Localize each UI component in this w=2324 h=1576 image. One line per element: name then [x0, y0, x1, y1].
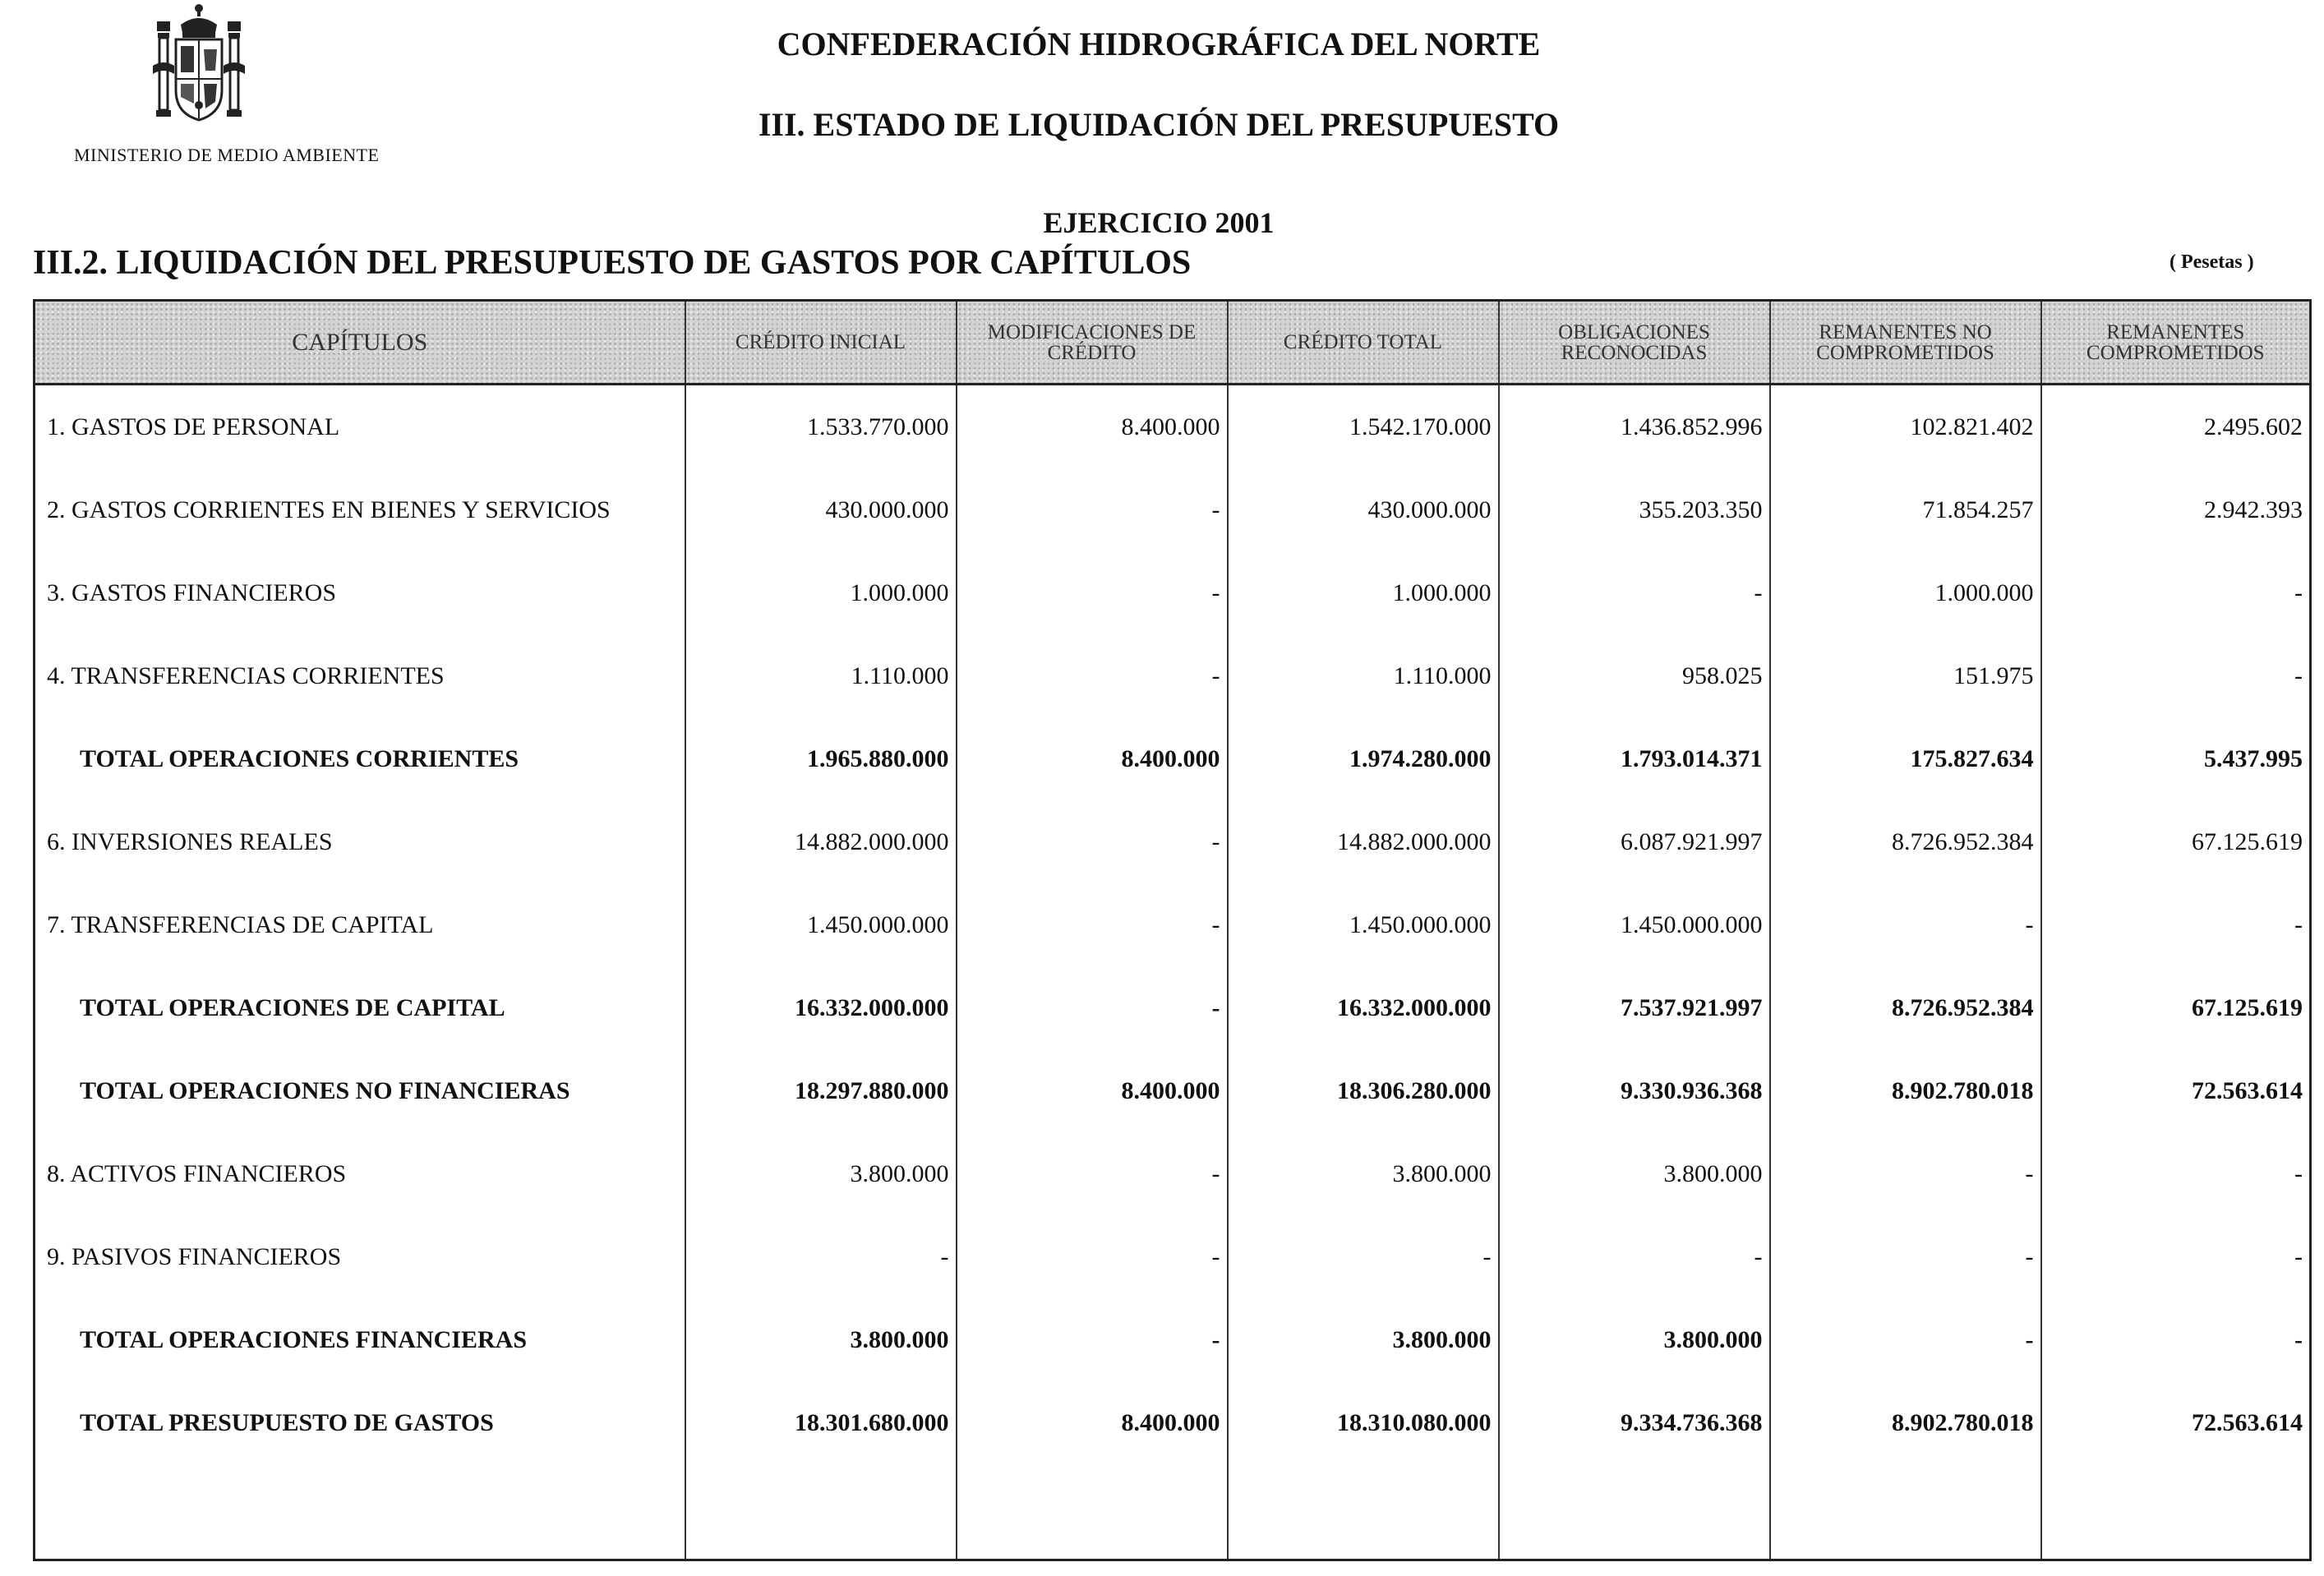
empty-cell	[1228, 1464, 1499, 1560]
cell-remanentes-no-comprometidos: -	[1770, 883, 2041, 966]
cell-modificaciones: -	[957, 883, 1228, 966]
cell-credito-inicial: 1.450.000.000	[685, 883, 957, 966]
cell-obligaciones: 3.800.000	[1499, 1298, 1770, 1381]
cell-credito-inicial: 3.800.000	[685, 1298, 957, 1381]
cell-credito-total: 1.000.000	[1228, 551, 1499, 634]
fiscal-year: EJERCICIO 2001	[1043, 206, 1275, 239]
currency-note: ( Pesetas )	[2170, 251, 2254, 273]
table-header-row	[35, 301, 2311, 385]
report-title: III. ESTADO DE LIQUIDACIÓN DEL PRESUPUESTO	[758, 106, 1560, 143]
cell-credito-total: 1.110.000	[1228, 634, 1499, 717]
cell-remanentes-no-comprometidos: 8.726.952.384	[1770, 800, 2041, 883]
cell-obligaciones: 1.436.852.996	[1499, 385, 1770, 469]
filler-row	[35, 1464, 2311, 1560]
cell-credito-total: 18.306.280.000	[1228, 1049, 1499, 1132]
cell-credito-inicial: 14.882.000.000	[685, 800, 957, 883]
cell-remanentes-comprometidos: 2.495.602	[2041, 385, 2311, 469]
table-row	[35, 551, 2311, 634]
cell-credito-inicial: 3.800.000	[685, 1132, 957, 1215]
cell-credito-total: 430.000.000	[1228, 468, 1499, 551]
table-row	[35, 1298, 2311, 1381]
cell-remanentes-no-comprometidos: 8.902.780.018	[1770, 1049, 2041, 1132]
ministry-logo	[74, 0, 380, 173]
organization-title: CONFEDERACIÓN HIDROGRÁFICA DEL NORTE	[777, 25, 1541, 62]
col-header-credito-inicial: CRÉDITO INICIAL	[685, 301, 957, 385]
cell-obligaciones: 9.330.936.368	[1499, 1049, 1770, 1132]
section-title: III.2. LIQUIDACIÓN DEL PRESUPUESTO DE GASTOS POR CAPÍTULOS	[33, 244, 1192, 282]
cell-credito-inicial: 16.332.000.000	[685, 966, 957, 1049]
cell-remanentes-no-comprometidos: -	[1770, 1298, 2041, 1381]
cell-modificaciones: -	[957, 1215, 1228, 1298]
cell-remanentes-no-comprometidos: 151.975	[1770, 634, 2041, 717]
cell-modificaciones: -	[957, 468, 1228, 551]
row-label: TOTAL PRESUPUESTO DE GASTOS	[35, 1381, 685, 1464]
cell-modificaciones: -	[957, 1132, 1228, 1215]
cell-remanentes-no-comprometidos: -	[1770, 1132, 2041, 1215]
cell-remanentes-no-comprometidos: 1.000.000	[1770, 551, 2041, 634]
col-header-modificaciones: MODIFICACIONES DE CRÉDITO	[957, 301, 1228, 385]
cell-obligaciones: 7.537.921.997	[1499, 966, 1770, 1049]
cell-obligaciones: 6.087.921.997	[1499, 800, 1770, 883]
cell-remanentes-comprometidos: -	[2041, 883, 2311, 966]
cell-remanentes-comprometidos: -	[2041, 1298, 2311, 1381]
table-row	[35, 800, 2311, 883]
col-header-credito-total: CRÉDITO TOTAL	[1228, 301, 1499, 385]
cell-modificaciones: -	[957, 551, 1228, 634]
cell-credito-total: 1.542.170.000	[1228, 385, 1499, 469]
table-row	[35, 717, 2311, 800]
cell-remanentes-no-comprometidos: 8.902.780.018	[1770, 1381, 2041, 1464]
row-label: 7. TRANSFERENCIAS DE CAPITAL	[35, 883, 685, 966]
table-row	[35, 468, 2311, 551]
cell-remanentes-comprometidos: -	[2041, 1215, 2311, 1298]
table-row	[35, 1132, 2311, 1215]
cell-credito-total: 1.974.280.000	[1228, 717, 1499, 800]
row-label: 1. GASTOS DE PERSONAL	[35, 385, 685, 469]
row-label: 9. PASIVOS FINANCIEROS	[35, 1215, 685, 1298]
cell-remanentes-comprometidos: 5.437.995	[2041, 717, 2311, 800]
cell-obligaciones: 355.203.350	[1499, 468, 1770, 551]
cell-remanentes-comprometidos: -	[2041, 1132, 2311, 1215]
table-row	[35, 883, 2311, 966]
cell-obligaciones: 9.334.736.368	[1499, 1381, 1770, 1464]
cell-modificaciones: 8.400.000	[957, 1381, 1228, 1464]
table-row	[35, 1215, 2311, 1298]
cell-credito-inicial: 1.965.880.000	[685, 717, 957, 800]
empty-cell	[685, 1464, 957, 1560]
cell-modificaciones: 8.400.000	[957, 1049, 1228, 1132]
row-label: 8. ACTIVOS FINANCIEROS	[35, 1132, 685, 1215]
cell-credito-total: 3.800.000	[1228, 1298, 1499, 1381]
col-header-capitulos: CAPÍTULOS	[35, 301, 685, 385]
cell-modificaciones: -	[957, 1298, 1228, 1381]
cell-remanentes-comprometidos: -	[2041, 551, 2311, 634]
table-row	[35, 634, 2311, 717]
cell-remanentes-comprometidos: 67.125.619	[2041, 966, 2311, 1049]
empty-cell	[1499, 1464, 1770, 1560]
row-label: 4. TRANSFERENCIAS CORRIENTES	[35, 634, 685, 717]
table-row	[35, 1381, 2311, 1464]
empty-cell	[957, 1464, 1228, 1560]
cell-credito-total: 18.310.080.000	[1228, 1381, 1499, 1464]
row-label: TOTAL OPERACIONES DE CAPITAL	[35, 966, 685, 1049]
row-label: TOTAL OPERACIONES CORRIENTES	[35, 717, 685, 800]
cell-credito-total: 3.800.000	[1228, 1132, 1499, 1215]
cell-remanentes-comprometidos: 67.125.619	[2041, 800, 2311, 883]
row-label: 6. INVERSIONES REALES	[35, 800, 685, 883]
cell-credito-total: 16.332.000.000	[1228, 966, 1499, 1049]
budget-table	[33, 299, 2312, 1561]
cell-remanentes-comprometidos: 2.942.393	[2041, 468, 2311, 551]
cell-credito-inicial: 18.297.880.000	[685, 1049, 957, 1132]
cell-remanentes-no-comprometidos: 102.821.402	[1770, 385, 2041, 469]
row-label: TOTAL OPERACIONES FINANCIERAS	[35, 1298, 685, 1381]
cell-credito-inicial: 430.000.000	[685, 468, 957, 551]
cell-credito-inicial: -	[685, 1215, 957, 1298]
cell-remanentes-comprometidos: 72.563.614	[2041, 1381, 2311, 1464]
cell-modificaciones: -	[957, 800, 1228, 883]
cell-credito-inicial: 1.533.770.000	[685, 385, 957, 469]
cell-credito-total: 14.882.000.000	[1228, 800, 1499, 883]
empty-cell	[2041, 1464, 2311, 1560]
table-row	[35, 385, 2311, 469]
cell-credito-total: -	[1228, 1215, 1499, 1298]
col-header-obligaciones: OBLIGACIONES RECONOCIDAS	[1499, 301, 1770, 385]
table-row	[35, 1049, 2311, 1132]
cell-credito-total: 1.450.000.000	[1228, 883, 1499, 966]
table-body	[35, 385, 2311, 1560]
cell-modificaciones: -	[957, 634, 1228, 717]
cell-obligaciones: 1.450.000.000	[1499, 883, 1770, 966]
cell-modificaciones: 8.400.000	[957, 385, 1228, 469]
cell-obligaciones: 3.800.000	[1499, 1132, 1770, 1215]
empty-cell	[35, 1464, 685, 1560]
spain-coat-of-arms-icon	[150, 0, 248, 136]
ministry-name: MINISTERIO DE MEDIO AMBIENTE	[74, 145, 380, 165]
cell-obligaciones: -	[1499, 1215, 1770, 1298]
cell-modificaciones: -	[957, 966, 1228, 1049]
cell-modificaciones: 8.400.000	[957, 717, 1228, 800]
cell-remanentes-no-comprometidos: -	[1770, 1215, 2041, 1298]
col-header-remanentes-no-comprometidos: REMANENTES NO COMPROMETIDOS	[1770, 301, 2041, 385]
cell-credito-inicial: 18.301.680.000	[685, 1381, 957, 1464]
cell-remanentes-comprometidos: 72.563.614	[2041, 1049, 2311, 1132]
col-header-remanentes-comprometidos: REMANENTES COMPROMETIDOS	[2041, 301, 2311, 385]
cell-credito-inicial: 1.110.000	[685, 634, 957, 717]
empty-cell	[1770, 1464, 2041, 1560]
cell-remanentes-comprometidos: -	[2041, 634, 2311, 717]
cell-credito-inicial: 1.000.000	[685, 551, 957, 634]
cell-remanentes-no-comprometidos: 71.854.257	[1770, 468, 2041, 551]
cell-remanentes-no-comprometidos: 175.827.634	[1770, 717, 2041, 800]
cell-obligaciones: -	[1499, 551, 1770, 634]
row-label: 3. GASTOS FINANCIEROS	[35, 551, 685, 634]
row-label: 2. GASTOS CORRIENTES EN BIENES Y SERVICIOS	[35, 468, 685, 551]
table-row	[35, 966, 2311, 1049]
cell-obligaciones: 1.793.014.371	[1499, 717, 1770, 800]
cell-remanentes-no-comprometidos: 8.726.952.384	[1770, 966, 2041, 1049]
cell-obligaciones: 958.025	[1499, 634, 1770, 717]
row-label: TOTAL OPERACIONES NO FINANCIERAS	[35, 1049, 685, 1132]
